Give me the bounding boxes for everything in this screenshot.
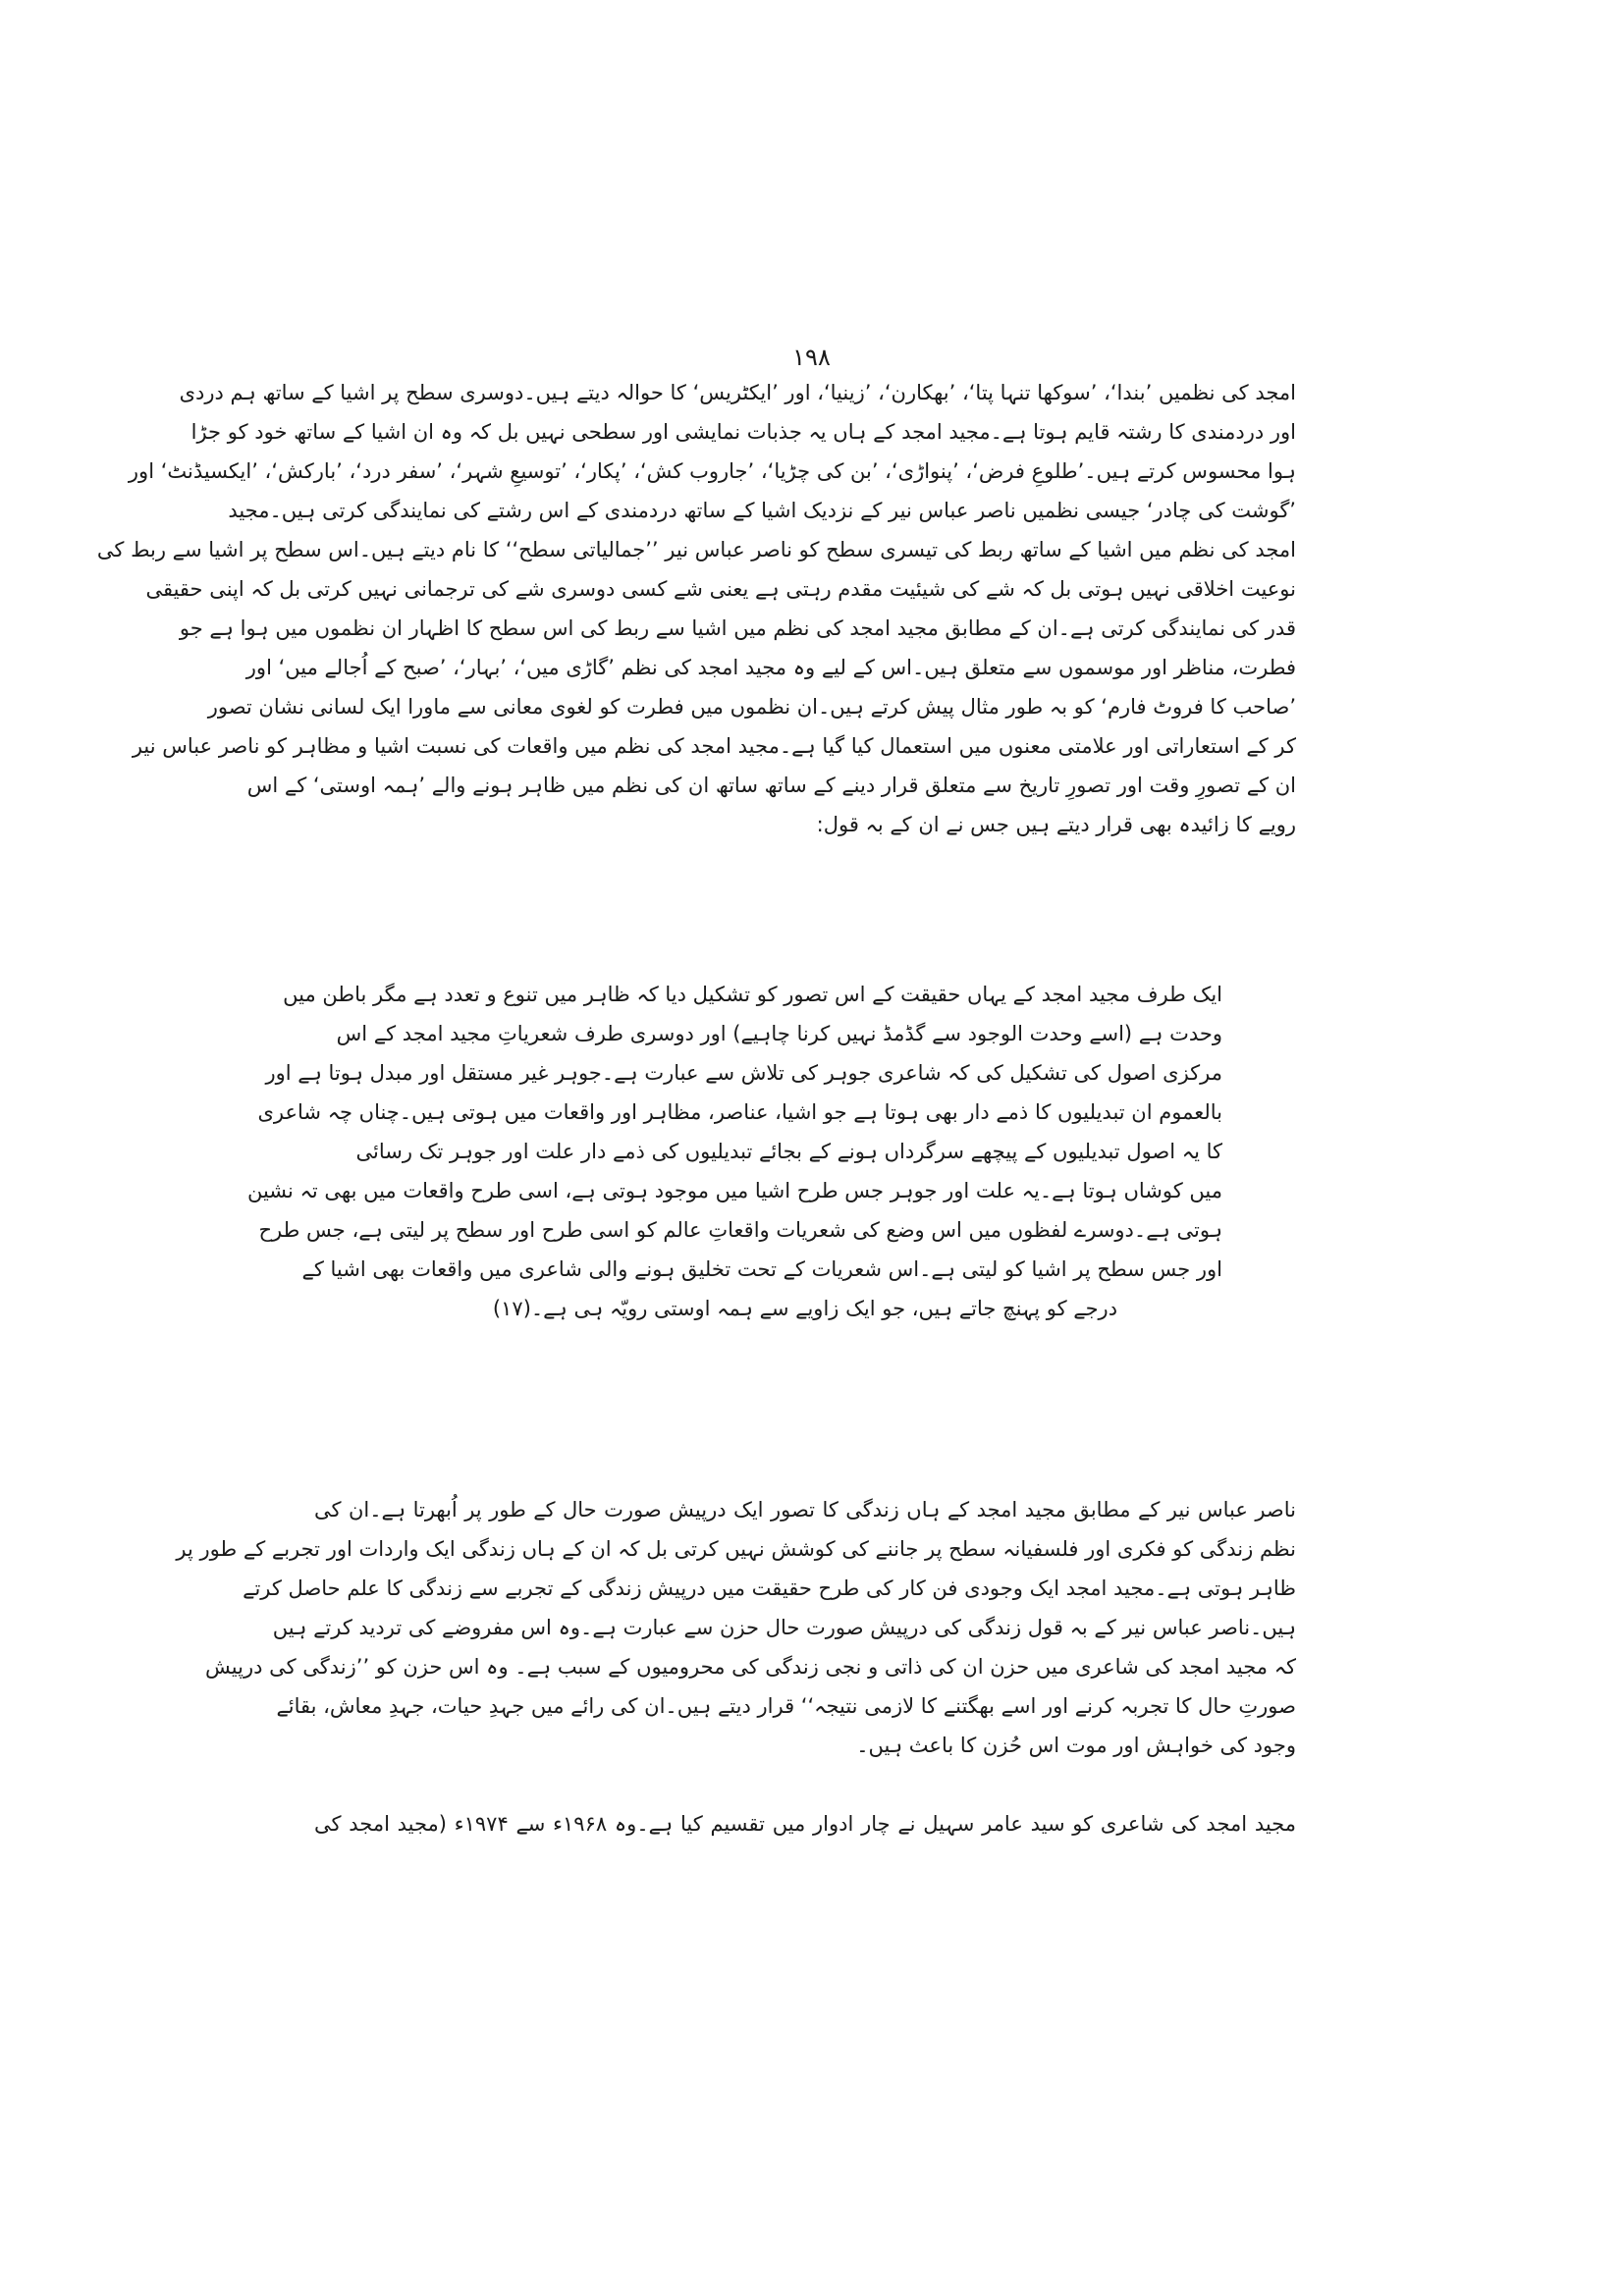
block-quote [246,975,1222,1328]
quote-line: ہوتی ہے۔دوسرے لفظوں میں اس وضع کی شعریات واقعاتِ عالم کو اسی طرح اور سطح پر لیتی ہے، جس طرح [258,1218,1222,1242]
text-line: نظم زندگی کو فکری اور فلسفیانہ سطح پر جاننے کی کوشش نہیں کرتی بل کہ ان کے ہاں زندگی ایک واردات اور تجربے کے طور پر [176,1537,1296,1561]
paragraph-1 [96,373,1296,844]
paragraph-3 [314,1804,1296,1843]
text-line: قدر کی نمایندگی کرتی ہے۔ان کے مطابق مجید امجد کی نظم میں اشیا سے ربط کی اس سطح کا اظہار ان نظموں میں ہوا ہے جو [179,616,1296,640]
page-number: ۱۹۸ [792,344,831,371]
quote-line: ایک طرف مجید امجد کے یہاں حقیقت کے اس تصور کو تشکیل دیا کہ ظاہر میں تنوع و تعدد ہے مگر باطن میں [283,983,1222,1006]
text-line: ظاہر ہوتی ہے۔مجید امجد ایک وجودی فن کار کی طرح حقیقت میں درپیش زندگی کے تجربے سے زندگی کا علم حاصل کرتے [243,1576,1296,1600]
text-line: ان کے تصورِ وقت اور تصورِ تاریخ سے متعلق قرار دینے کے ساتھ ساتھ ان کی نظم میں ظاہر ہونے والے ’ہمہ اوستی‘ کے اس [246,774,1296,797]
text-line: ناصر عباس نیر کے مطابق مجید امجد کے ہاں زندگی کا تصور ایک درپیش صورت حال کے طور پر اُبھرتا ہے۔ان کی [314,1498,1296,1522]
text-line: کر کے استعاراتی اور علامتی معنوں میں استعمال کیا گیا ہے۔مجید امجد کی نظم میں واقعات کی نسبت اشیا و مظاہر کو ناصر عباس نیر [132,734,1296,758]
text-line: مجید امجد کی شاعری کو سید عامر سہیل نے چار ادوار میں تقسیم کیا ہے۔وہ ۱۹۶۸ء سے ۱۹۷۴ء (مجید امجد کی [314,1812,1296,1836]
text-line: وجود کی خواہش اور موت اس حُزن کا باعث ہیں۔ [856,1734,1296,1757]
text-line: رویے کا زائیدہ بھی قرار دیتے ہیں جس نے ان کے بہ قول: [816,813,1296,836]
text-line: امجد کی نظمیں ’بندا‘، ’سوکھا تنہا پتا‘، ’بھکارن‘، ’زینیا‘، اور ’ایکٹریس‘ کا حوالہ دیتے ہیں۔دوسری سطح پر اشیا کے ساتھ ہم دردی [179,381,1296,404]
quote-line: درجے کو پہنچ جاتے ہیں، جو ایک زاویے سے ہمہ اوستی رویّہ ہی ہے۔(۱۷) [492,1297,1118,1320]
quote-line: وحدت ہے (اسے وحدت الوجود سے گڈمڈ نہیں کرنا چاہیے) اور دوسری طرف شعریاتِ مجید امجد کے اس [336,1022,1222,1045]
text-line: ’صاحب کا فروٹ فارم‘ کو بہ طور مثال پیش کرتے ہیں۔ان نظموں میں فطرت کو لغوی معانی سے ماورا ایک لسانی نشان تصور [207,695,1296,719]
quote-line: مرکزی اصول کی تشکیل کی کہ شاعری جوہر کی تلاش سے عبارت ہے۔جوہر غیر مستقل اور مبدل ہوتا ہے اور [265,1061,1222,1085]
text-line: اور دردمندی کا رشتہ قایم ہوتا ہے۔مجید امجد کے ہاں یہ جذبات نمایشی اور سطحی نہیں بل کہ وہ ان اشیا کے ساتھ خود کو جڑا [190,420,1296,444]
paragraph-2 [176,1490,1296,1765]
text-line: امجد کی نظم میں اشیا کے ساتھ ربط کی تیسری سطح کو ناصر عباس نیر ’’جمالیاتی سطح‘‘ کا نام دیتے ہیں۔اس سطح پر اشیا سے ربط کی [96,538,1296,561]
text-line: فطرت، مناظر اور موسموں سے متعلق ہیں۔اس کے لیے وہ مجید امجد کی نظم ’گاڑی میں‘، ’بہار‘، ’صبح کے اُجالے میں‘ اور [245,656,1296,679]
text-line: کہ مجید امجد کی شاعری میں حزن ان کی ذاتی و نجی زندگی کی محرومیوں کے سبب ہے۔ وہ اس حزن کو ’’زندگی کی درپیش [204,1655,1296,1679]
text-line: ہوا محسوس کرتے ہیں۔’طلوعِ فرض‘، ’پنواڑی‘، ’بن کی چڑیا‘، ’جاروب کش‘، ’پکار‘، ’توسیعِ شہر‘، ’سفر درد‘، ’بارکش‘، ’ایکسیڈنٹ‘ اور [128,459,1296,483]
text-line: نوعیت اخلاقی نہیں ہوتی بل کہ شے کی شیئیت مقدم رہتی ہے یعنی شے کسی دوسری شے کی ترجمانی نہیں کرتی بل کہ اپنی حقیقی [145,577,1296,601]
quote-line: کا یہ اصول تبدیلیوں کے پیچھے سرگرداں ہونے کے بجائے تبدیلیوں کی ذمے دار علت اور جوہر تک رسائی [355,1140,1222,1163]
text-line: صورتِ حال کا تجربہ کرنے اور اسے بھگتنے کا لازمی نتیجہ‘‘ قرار دیتے ہیں۔ان کی رائے میں جہدِ حیات، جہدِ معاش، بقائے [276,1694,1296,1718]
text-line: ’گوشت کی چادر‘ جیسی نظمیں ناصر عباس نیر کے نزدیک اشیا کے ساتھ دردمندی کے اس رشتے کی نمایندگی کرتی ہیں۔مجید [228,499,1296,522]
quote-line: میں کوشاں ہوتا ہے۔یہ علت اور جوہر جس طرح اشیا میں موجود ہوتی ہے، اسی طرح واقعات میں بھی تہ نشین [246,1179,1222,1202]
quote-line: بالعموم ان تبدیلیوں کا ذمے دار بھی ہوتا ہے جو اشیا، عناصر، مظاہر اور واقعات میں ہوتی ہیں۔چناں چہ شاعری [257,1100,1222,1124]
text-line: ہیں۔ناصر عباس نیر کے بہ قول زندگی کی درپیش صورت حال حزن سے عبارت ہے۔وہ اس مفروضے کی تردید کرتے ہیں [272,1616,1296,1639]
quote-line: اور جس سطح پر اشیا کو لیتی ہے۔اس شعریات کے تحت تخلیق ہونے والی شاعری میں واقعات بھی اشیا کے [301,1257,1222,1281]
